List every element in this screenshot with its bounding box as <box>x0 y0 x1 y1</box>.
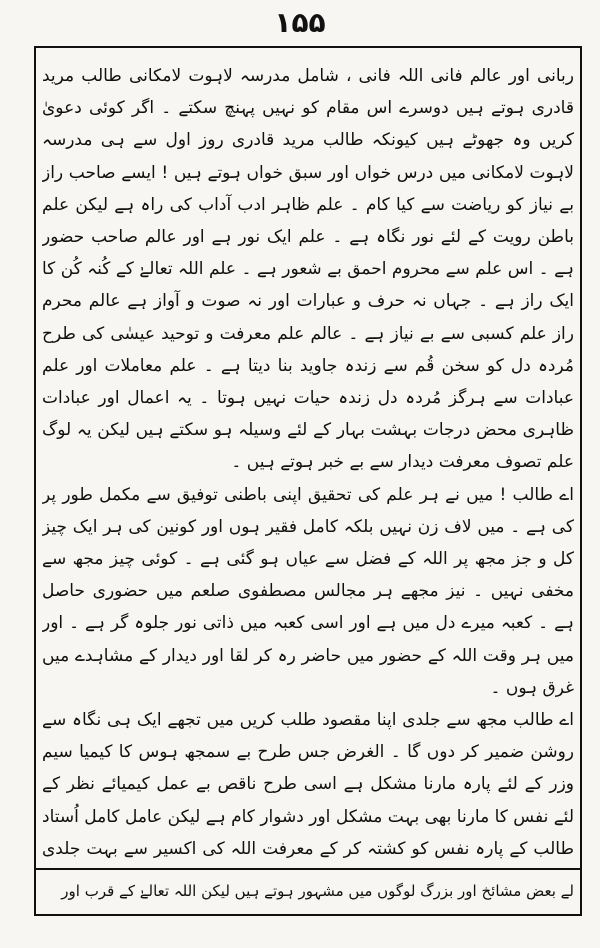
paragraph: ربانی اور عالم فانی اللہ فانی ، شامل مدرسہ لاہوت لامکانی طالب مرید قادری ہوتے ہیں دوسرے اس مقام کو نہیں پہنچ سکتے ۔ اگر کوئی دعویٰ کریں وہ جھوٹے ہیں کیونکہ طالب مرید قادری روز اول سے ہی مدرسہ لاہوت لامکانی میں درس خواں اور سبق خواں ہوتے ہیں ! ایسے صاحب راز بے نیاز کو ریاضت سے کیا کام ۔ علم ظاہر ادب آداب کی راہ ہے لیکن علم باطن رویت کے لئے نور نگاہ ہے ۔ علم ایک نور ہے اور عالم صاحب حضور ہے ۔ اس علم سے محروم احمق بے شعور ہے ۔ علم اللہ تعالےٰ کے کُنہ کُن کا ایک راز ہے ۔ جہاں نہ حرف و عبارات اور نہ صوت و آواز ہے عالم محرم راز علم کسبی سے بے نیاز ہے ۔ عالم علم معرفت و توحید عیسٰی کی طرح مُردہ دل کو سخن قُم سے زندہ جاوید بنا دیتا ہے ۔ علم معاملات اور علم عبادات سے ہرگز مُردہ دل زندہ حیات نہیں ہوتا ۔ یہ اعمال اور عبادات ظاہری محض درجات بہشت بہار کے لئے وسیلہ ہو سکتے ہیں لیکن یہ لوگ علم تصوف معرفت دیدار سے بے خبر ہوتے ہیں ۔ <box>42 66 574 473</box>
page-number: ۱۵۵ <box>274 6 326 39</box>
paragraph: اے طالب ! میں نے ہر علم کی تحقیق اپنی باطنی توفیق سے مکمل طور پر کی ہے ۔ میں لاف زن نہیں بلکہ کامل فقیر ہوں اور کونین کی ہر ایک چیز کل و جز مجھ پر اللہ کے فضل سے عیاں ہو گئی ہے ۔ کوئی چیز مجھ سے مخفی نہیں ۔ نیز مجھے ہر مجالس مصطفوی صلعم میں حضوری حاصل ہے ۔ کعبہ میرے دل میں ہے اور اسی کعبہ میں ذاتی نور جلوہ گر ہے ۔ اور میں ہر وقت اللہ کے حضور میں حاضر رہ کر لقا اور دیدار کے مشاہدے میں غرق ہوں ۔ <box>42 484 574 698</box>
footnote-text: لے بعض مشائخ اور بزرگ لوگوں میں مشہور ہوتے ہیں لیکن اللہ تعالےٰ کے قرب اور <box>61 882 574 900</box>
paragraph: اے طالب مجھ سے جلدی اپنا مقصود طلب کریں میں تجھے ایک ہی نگاہ سے روشن ضمیر کر دوں گا ۔ الغرض جس طرح بے سمجھ ہوس کا کیمیا سیم وزر کے لئے پارہ مارنا مشکل ہے اسی طرح ناقص بے عمل کیمیائے نظر کے لئے نفس کا مارنا بھی بہت مشکل اور دشوار کام ہے لیکن عامل کامل اُستاد طالب کے پارہ نفس کو کشتہ کر کے معرفت اللہ کی اکسیر سے بہت جلدی <box>42 710 574 859</box>
body-text <box>42 60 574 868</box>
footnote <box>42 874 574 910</box>
footnote-divider <box>34 868 582 870</box>
